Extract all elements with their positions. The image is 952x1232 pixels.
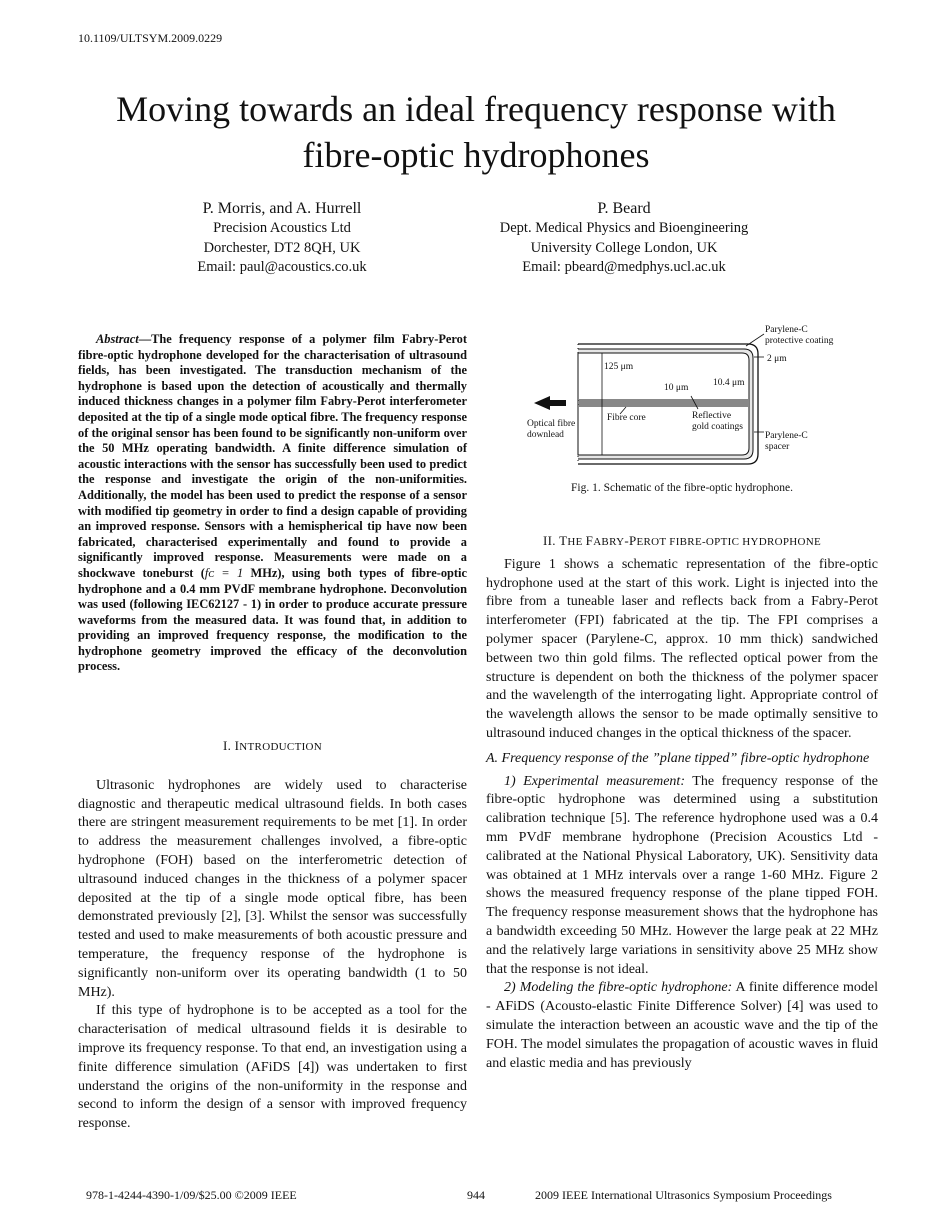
author-block-2 bbox=[474, 198, 774, 278]
author-email: Email: pbeard@medphys.ucl.ac.uk bbox=[522, 259, 726, 276]
author-address: University College London, UK bbox=[530, 239, 718, 256]
subsubsection-label: 1) Experimental measurement: bbox=[504, 773, 685, 789]
footer-isbn: 978-1-4244-4390-1/09/$25.00 ©2009 IEEE bbox=[86, 1188, 297, 1202]
subsection-heading: A. Frequency response of the ”plane tipped” fibre-optic hydrophone bbox=[486, 750, 870, 766]
label-parylene-coating-1: Parylene-C bbox=[765, 325, 808, 335]
abstract-math: fᴄ = 1 bbox=[204, 565, 244, 580]
label-125um: 125 μm bbox=[604, 362, 634, 372]
heading-part: EROT FIBRE-OPTIC HYDROPHONE bbox=[636, 536, 822, 548]
label-2um: 2 μm bbox=[767, 354, 787, 364]
heading-part: HE bbox=[567, 536, 586, 548]
subsubsection-label: 2) Modeling the fibre-optic hydrophone: bbox=[504, 980, 733, 996]
paragraph: Figure 1 shows a schematic representation of the fibre-optic hydrophone used at the start of this work. Light is injected into the fibre from a tuneable laser and reflects back from a Fabry-Perot interferometer (FPI) fabricated at the tip. The FPI comprises a polymer spacer (Parylene-C, approx. 10 mm thick) sandwiched between two thin gold films. The reflected optical power from the structure is dependent on both the thickness of the polymer spacer and the wavelength of the interrogating light. Appropriate control of the wavelength allows the sensor to be made optimally sensitive to ultrasound induced changes in the optical thickness of the spacer. bbox=[486, 556, 878, 741]
label-fibre-core: Fibre core bbox=[607, 413, 646, 423]
title-line-1: Moving towards an ideal frequency response with bbox=[116, 89, 836, 129]
arrow-left-icon bbox=[534, 396, 566, 410]
author-affiliation: Precision Acoustics Ltd bbox=[213, 220, 351, 236]
abstract-label: Abstract bbox=[96, 332, 139, 346]
abstract-text-2: MHz), using both types of fibre-optic hydrophone and a 0.4 mm PVdF membrane hydrophone. Deconvolution was used (following IEC62127 - 1) in order to produce accurate pressure waveforms from the measured data. It was found that, in addition to providing an improved frequency response, the modification to the hydrophone geometry improved the efficacy of the deconvolution process. bbox=[78, 565, 467, 674]
label-reflective-1: Reflective bbox=[692, 411, 732, 421]
author-address: Dorchester, DT2 8QH, UK bbox=[203, 239, 361, 256]
title-line-2: fibre-optic hydrophones bbox=[302, 135, 650, 175]
label-parylene-coating-2: protective coating bbox=[765, 336, 834, 346]
hydrophone-schematic bbox=[486, 322, 878, 502]
author-affiliation: Dept. Medical Physics and Bioengineering bbox=[499, 220, 749, 236]
paragraph: If this type of hydrophone is to be accepted as a tool for the characterisation of medical ultrasound fields it is desirable to improve its frequency response. To that end, an investigation using a finite difference simulation (AFiDS [4]) was undertaken to first understand the origins of the non-uniformity in the response and second to inform the design of a sensor with improved frequency response. bbox=[78, 1003, 467, 1132]
heading-part: ABRY bbox=[593, 536, 625, 548]
label-optical-fibre-2: downlead bbox=[527, 430, 564, 440]
section-number: II. T bbox=[542, 533, 568, 548]
paper-title bbox=[40, 86, 912, 178]
author-name: P. Morris, and A. Hurrell bbox=[202, 200, 362, 217]
section-title: NTRODUCTION bbox=[239, 741, 323, 753]
paragraph bbox=[486, 773, 878, 980]
section-heading bbox=[78, 737, 467, 757]
label-10um: 10 μm bbox=[664, 383, 689, 393]
label-reflective-2: gold coatings bbox=[692, 422, 743, 432]
heading-part: F bbox=[585, 533, 594, 548]
author-block-1 bbox=[132, 198, 432, 278]
heading-part: -P bbox=[624, 533, 637, 548]
abstract-text-1: —The frequency response of a polymer film Fabry-Perot fibre-optic hydrophone developed for the characterisation of ultrasound fields, has been investigated. The transduction mechanism of the hydrophone is based upon the detection of acoustically and thermally induced thickness changes in a polymer film Fabry-Perot interferometer deposited at the tip of a single mode optical fibre. The frequency response of the original sensor has been found to be significantly non-uniform over the 50 MHz operating bandwidth. A finite difference simulation of acoustic interactions with the sensor has successfully been used to predict the response and investigate the origin of the non-uniformities. Additionally, the model has been used to predict the response of a sensor with modified tip geometry in order to find a design capable of providing an improved response. Sensors with a hemispherical tip have now been fabricated, characterised experimentally and found to provide a significantly improved response. Measurements were made on a shockwave toneburst ( bbox=[78, 332, 467, 580]
label-optical-fibre-1: Optical fibre bbox=[527, 419, 576, 429]
label-parylene-spacer-2: spacer bbox=[765, 442, 790, 452]
author-email: Email: paul@acoustics.co.uk bbox=[197, 259, 367, 276]
fibre-core bbox=[578, 399, 749, 407]
section-fabry-perot bbox=[486, 532, 878, 1073]
doi: 10.1109/ULTSYM.2009.0229 bbox=[78, 31, 223, 45]
leader-coating bbox=[746, 334, 764, 346]
author-name: P. Beard bbox=[597, 200, 651, 217]
label-10-4um: 10.4 μm bbox=[713, 378, 745, 388]
label-parylene-spacer-1: Parylene-C bbox=[765, 431, 808, 441]
paragraph bbox=[486, 979, 878, 1073]
paragraph: Ultrasonic hydrophones are widely used to characterise diagnostic and therapeutic medical ultrasound fields. In both cases there are stringent measurement requirements to be met [1]. In order to address the measurement challenges involved, a fibre-optic hydrophone (FOH) based on the interferometric detection of ultrasound induced changes in the thickness of a polymer spacer deposited at the tip of a single mode optical fibre, has been demonstrated previously [2], [3]. Whilst the sensor was successfully tested and used to make measurements of both acoustic pressure and temperature, the frequency response of the hydrophone is significantly non-uniform over its operating bandwidth (1 to 50 MHz). bbox=[78, 777, 467, 1000]
abstract bbox=[78, 332, 467, 675]
paragraph-text: A finite difference model - AFiDS (Acousto-elastic Finite Difference Solver) [4] was used to simulate the interaction between an acoustic wave and the tip of the FOH. The model simulates the propagation of acoustic waves in fluid and elastic media and has previously bbox=[486, 980, 878, 1071]
footer-page-number: 944 bbox=[467, 1188, 485, 1202]
section-heading bbox=[486, 532, 878, 552]
figure-caption: Fig. 1. Schematic of the fibre-optic hydrophone. bbox=[571, 482, 793, 494]
section-introduction bbox=[78, 737, 467, 1134]
section-number: I. I bbox=[222, 738, 240, 753]
paragraph-text: The frequency response of the fibre-optic hydrophone was determined using a substitution calibration technique [5]. The reference hydrophone used was a 0.4 mm PVdF membrane hydrophone (Precision Acoustics Ltd - calibrated at the National Physical Laboratory, UK). Sensitivity data was obtained at 1 MHz intervals over a range 1-60 MHz. Figure 2 shows the measured frequency response of the plane tipped FOH. The frequency response measurement shows that the hydrophone has a bandwidth exceeding 50 MHz. However the large peak at 22 MHz and the relatively large variations in sensitivity above 25 MHz show that the response is not ideal. bbox=[486, 773, 879, 977]
footer-proceedings: 2009 IEEE International Ultrasonics Symposium Proceedings bbox=[535, 1188, 832, 1202]
